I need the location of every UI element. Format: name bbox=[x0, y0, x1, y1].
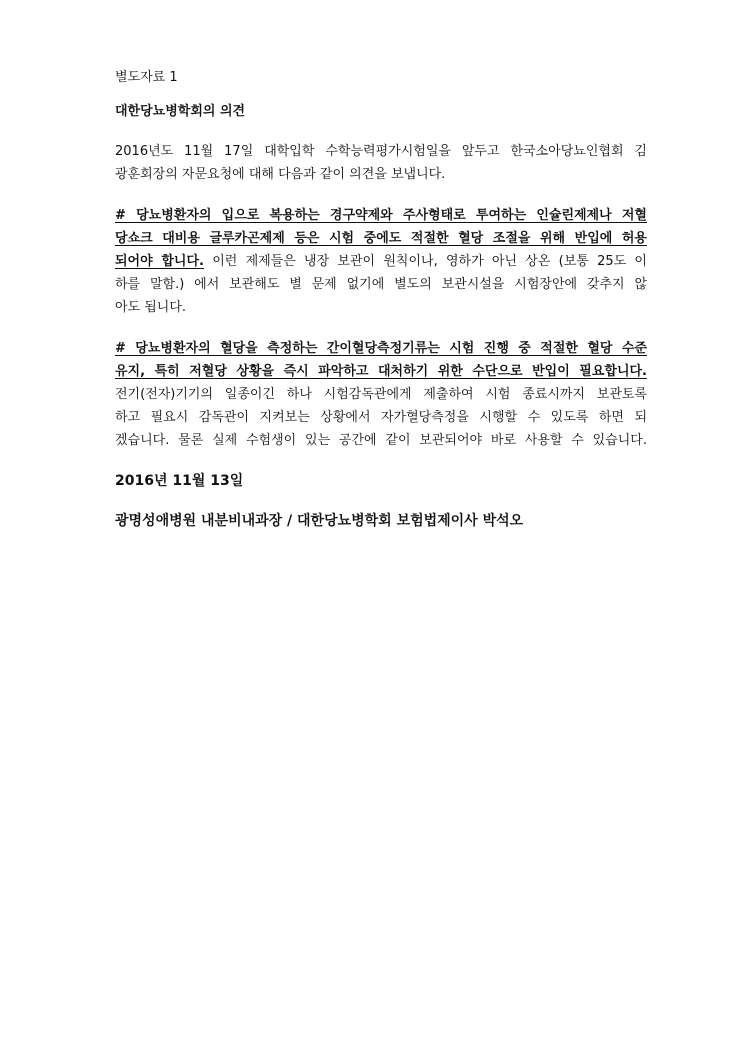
document-body bbox=[115, 68, 647, 532]
intro-paragraph bbox=[115, 140, 647, 186]
opinion-2-line-5: 겠습니다. 물론 실제 수험생이 있는 공간에 같이 보관되어야 바로 사용할 수 있습니다. bbox=[115, 433, 647, 448]
opinion-1-paragraph bbox=[115, 204, 647, 319]
attachment-label: 별도자료 1 bbox=[115, 70, 178, 85]
opinion-1-normal-line-3: 이런 제제들은 냉장 보관이 원칙이나, 영하가 아닌 상온 (보통 25도 이 bbox=[203, 254, 647, 269]
intro-line-2: 광훈회장의 자문요청에 대해 다음과 같이 의견을 보냅니다. bbox=[115, 167, 446, 182]
opinion-2-bold-line-1: # 당뇨병환자의 혈당을 측정하는 간이혈당측정기류는 시험 진행 중 적절한 혈당 수준 bbox=[115, 341, 647, 356]
intro-line-1: 2016년도 11월 17일 대학입학 수학능력평가시험일을 앞두고 한국소아당뇨인협회 김 bbox=[115, 144, 647, 159]
opinion-2-line-4: 하고 필요시 감독관이 지켜보는 상황에서 자가혈당측정을 시행할 수 있도록 하면 되 bbox=[115, 410, 647, 425]
opinion-1-line-5: 아도 됩니다. bbox=[115, 300, 187, 315]
opinion-1-line-3 bbox=[115, 250, 647, 273]
opinion-1-bold-line-2: 당쇼크 대비용 글루카곤제제 등은 시험 중에도 적절한 혈당 조절을 위해 반입에 허용 bbox=[115, 231, 647, 246]
signature-line: 광명성애병원 내분비내과장 / 대한당뇨병학회 보험법제이사 박석오 bbox=[115, 513, 524, 529]
document-heading: 대한당뇨병학회의 의견 bbox=[115, 104, 246, 119]
opinion-2-line-3: 전기(전자)기기의 일종이긴 하나 시험감독관에게 제출하여 시험 종료시까지 보관토록 bbox=[115, 387, 647, 402]
opinion-2-paragraph bbox=[115, 337, 647, 452]
document-date: 2016년 11월 13일 bbox=[115, 473, 244, 489]
opinion-1-line-4: 하를 말함.) 에서 보관해도 별 문제 없기에 별도의 보관시설을 시험장안에 갖추지 않 bbox=[115, 277, 647, 292]
opinion-1-bold-line-1: # 당뇨병환자의 입으로 복용하는 경구약제와 주사형태로 투여하는 인슐린제제나 저혈 bbox=[115, 208, 647, 223]
opinion-1-bold-line-3: 되어야 합니다. bbox=[115, 254, 204, 269]
opinion-2-bold-line-2: 유지, 특히 저혈당 상황을 즉시 파악하고 대처하기 위한 수단으로 반입이 필요합니다. bbox=[115, 364, 647, 379]
